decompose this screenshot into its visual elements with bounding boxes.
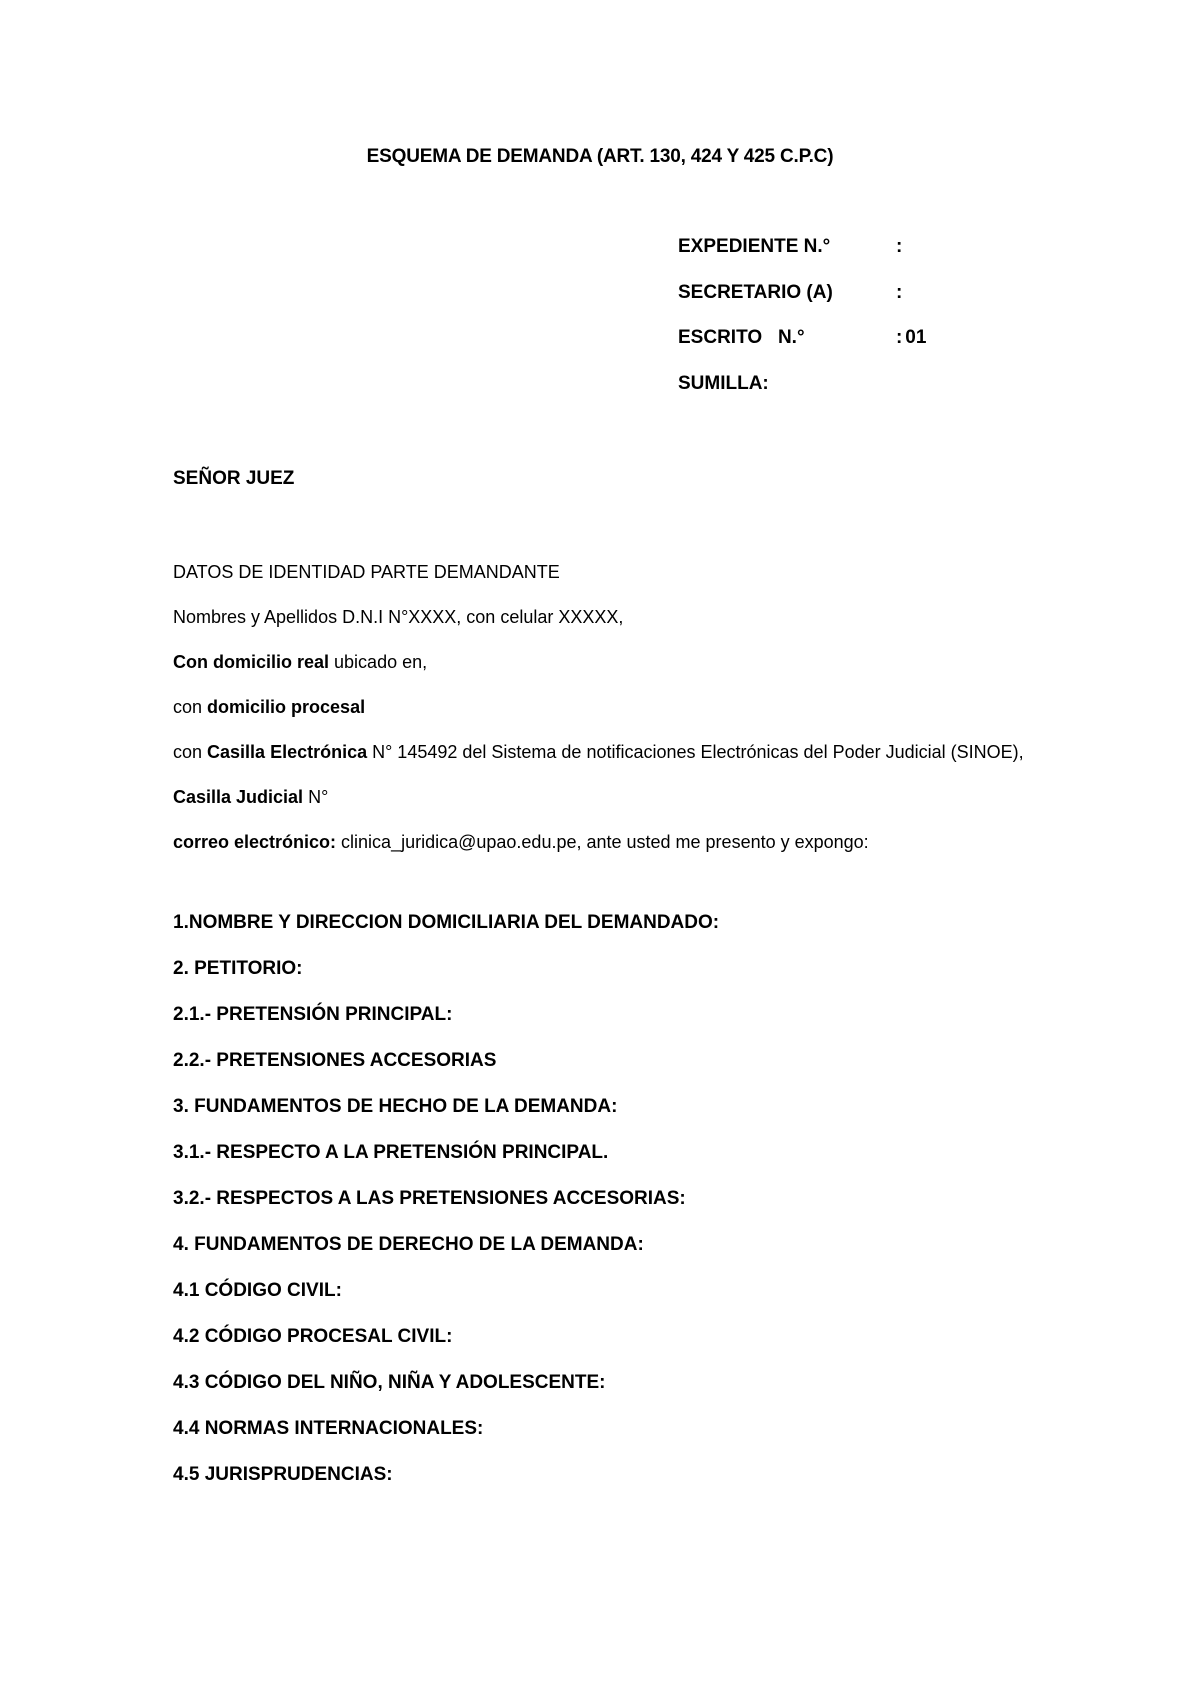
- section-heading: 2. PETITORIO:: [173, 958, 303, 979]
- section-heading: 4.4 NORMAS INTERNACIONALES:: [173, 1418, 484, 1439]
- header-label: ESCRITO N.°: [678, 327, 805, 348]
- real-address-line: [173, 650, 1053, 675]
- electronic-box-prefix: con: [173, 742, 208, 762]
- section-heading: 4. FUNDAMENTOS DE DERECHO DE LA DEMANDA:: [173, 1234, 644, 1255]
- header-row-escrito: [678, 327, 1078, 373]
- electronic-box-label: Casilla Electrónica: [207, 742, 368, 762]
- header-label: SUMILLA:: [678, 372, 769, 394]
- header-row-expediente: [678, 236, 1078, 282]
- header-colon: :: [896, 327, 903, 348]
- section-heading: 4.2 CÓDIGO PROCESAL CIVIL:: [173, 1326, 453, 1347]
- header-label: EXPEDIENTE N.°: [678, 236, 831, 257]
- section-heading: 4.5 JURISPRUDENCIAS:: [173, 1464, 393, 1485]
- section-heading: 4.3 CÓDIGO DEL NIÑO, NIÑA Y ADOLESCENTE:: [173, 1372, 606, 1393]
- plaintiff-names-line: Nombres y Apellidos D.N.I N°XXXX, con celular XXXXX,: [173, 607, 624, 627]
- judicial-box-text: N°: [303, 787, 329, 807]
- email-text: clinica_juridica@upao.edu.pe, ante usted me presento y expongo:: [336, 832, 869, 852]
- email-label: correo electrónico:: [173, 832, 337, 852]
- section-heading: 1.NOMBRE Y DIRECCION DOMICILIARIA DEL DEMANDADO:: [173, 912, 720, 933]
- procesal-address-label: domicilio procesal: [207, 697, 366, 717]
- section-heading: 3.1.- RESPECTO A LA PRETENSIÓN PRINCIPAL.: [173, 1142, 609, 1163]
- procesal-address-line: [173, 695, 1053, 720]
- addressee: SEÑOR JUEZ: [173, 468, 295, 489]
- section-heading: 2.1.- PRETENSIÓN PRINCIPAL:: [173, 1004, 453, 1025]
- escrito-number: 01: [905, 327, 927, 348]
- section-heading: 3. FUNDAMENTOS DE HECHO DE LA DEMANDA:: [173, 1096, 618, 1117]
- procesal-prefix: con: [173, 697, 208, 717]
- electronic-box-text: N° 145492 del Sistema de notificaciones Electrónicas del Poder Judicial (SINOE),: [367, 742, 1024, 762]
- email-line: [173, 830, 1053, 855]
- sections-list: [173, 910, 1053, 1508]
- section-heading: 3.2.- RESPECTOS A LAS PRETENSIONES ACCESORIAS:: [173, 1188, 686, 1209]
- plaintiff-data: [173, 560, 1053, 875]
- header-row-secretario: [678, 282, 1078, 328]
- judicial-box-label: Casilla Judicial: [173, 787, 304, 807]
- header-colon: :: [896, 281, 903, 303]
- judicial-box-line: [173, 785, 1053, 810]
- header-label: SECRETARIO (A): [678, 281, 833, 303]
- section-heading: 2.2.- PRETENSIONES ACCESORIAS: [173, 1050, 497, 1071]
- section-heading: 4.1 CÓDIGO CIVIL:: [173, 1280, 342, 1301]
- electronic-box-line: [173, 740, 1053, 765]
- plaintiff-heading: DATOS DE IDENTIDAD PARTE DEMANDANTE: [173, 562, 560, 582]
- header-colon: :: [896, 236, 903, 257]
- document-title: ESQUEMA DE DEMANDA (ART. 130, 424 Y 425 C.P.C): [366, 146, 834, 167]
- header-row-sumilla: [678, 373, 1078, 419]
- real-address-label: Con domicilio real: [173, 652, 330, 672]
- real-address-text: ubicado en,: [329, 652, 428, 672]
- header-value: [900, 327, 926, 349]
- case-header: [678, 236, 1078, 418]
